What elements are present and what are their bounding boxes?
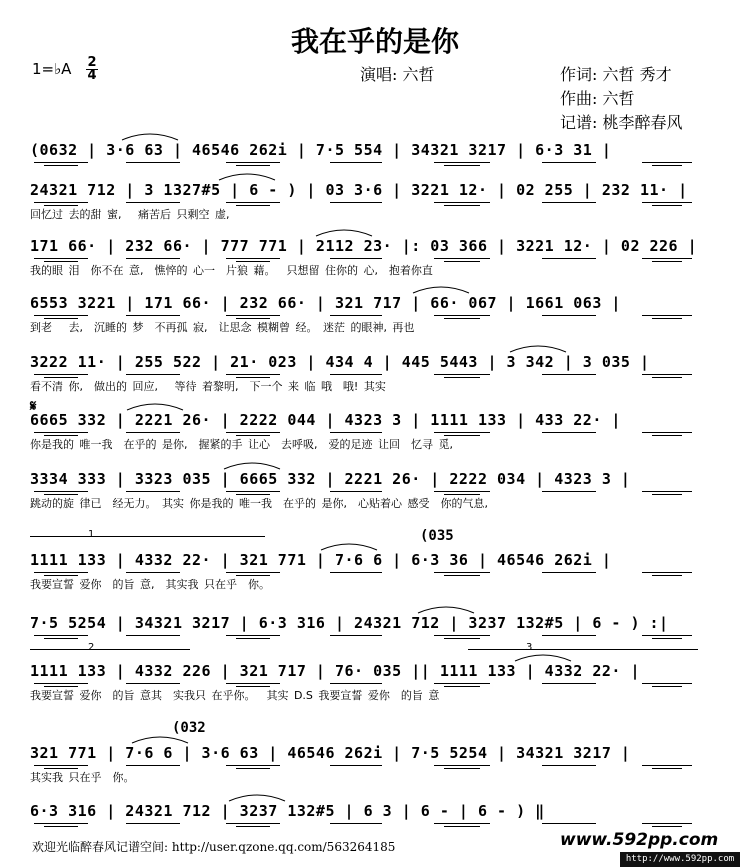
site-watermark-bar: http://www.592pp.com [620,852,740,867]
lyric-line: 你是我的 唯一我 在乎的 是你, 握紧的手 让心 去呼吸, 爱的足迹 让回 忆寻 觅, [30,438,453,451]
time-signature-top: 2 [87,55,97,70]
lyric-line: 我要宣誓 爱你 的旨 意, 其实我 只在乎 你。 [30,578,270,591]
key-signature: 1=♭A [32,60,72,78]
lyric-line: 我的眼 泪 你不在 意, 憔悴的 心一 片狼 藉。 只想留 住你的 心, 抱着你直 [30,264,433,277]
beam-underline [30,765,722,767]
lyric-line: 其实我 只在乎 你。 [30,771,135,784]
beam-underline [30,491,722,493]
notation-line: 1111 133 | 4332 226 | 321 717 | 76· 035 || 1111 133 | 4332 22· | [30,662,640,680]
volta-bracket-1 [30,529,265,547]
transcriber-credit: 记谱: 桃李醉春风 [560,113,683,132]
notation-line: 6553 3221 | 171 66· | 232 66· | 321 717 | 66· 067 | 1661 063 | [30,294,621,312]
pickup-notes-2: (032 [172,720,206,736]
beam-underline [30,823,722,825]
volta-label-2: 2 [88,642,95,653]
site-watermark: www.592pp.com [560,830,719,850]
footer-credit: 欢迎光临醉春风记谱空间: http://user.qzone.qq.com/563264185 [32,840,396,854]
beam-underline [30,683,722,685]
beam-underline [30,432,722,434]
notation-line: 171 66· | 232 66· | 777 771 | 2112 23· |: 03 366 | 3221 12· | 02 226 | [30,237,698,255]
lyric-line: 到老 去, 沉睡的 梦 不再孤 寂, 让思念 模糊曾 经。 迷茫 的眼神, 再也 [30,321,415,334]
notation-line: 6665 332 | 2221 26· | 2222 044 | 4323 3 | 1111 133 | 433 22· | [30,411,621,429]
lyricist-credit: 作词: 六哲 秀才 [560,65,672,84]
time-signature-bottom: 4 [87,68,97,83]
notation-line: 1111 133 | 4332 22· | 321 771 | 7·6 6 | 6·3 36 | 46546 262i | [30,551,612,569]
notation-line: 7·5 5254 | 34321 3217 | 6·3 316 | 24321 712 | 3237 132#5 | 6 - ) :| [30,614,669,632]
time-signature [86,57,98,82]
pickup-notes-1: (035 [420,528,454,544]
beam-underline [30,374,722,376]
segno-sign: 𝄋 [30,397,37,415]
notation-line: 6·3 316 | 24321 712 | 3237 132#5 | 6 3 | 6 - | 6 - ) ‖ [30,802,545,820]
beam-underline [30,635,722,637]
notation-line: 24321 712 | 3 1327#5 | 6 - ) | 03 3·6 | 3221 12· | 02 255 | 232 11· | [30,181,688,199]
notation-line: 3222 11· | 255 522 | 21· 023 | 434 4 | 445 5443 | 3 342 | 3 035 | [30,353,650,371]
beam-underline [30,572,722,574]
composer-credit: 作曲: 六哲 [560,89,635,108]
lyric-line: 跳动的旋 律已 经无力。 其实 你是我的 唯一我 在乎的 是你, 心贴着心 感受 你的气息, [30,497,488,510]
performer-credit: 演唱: 六哲 [360,65,435,84]
beam-underline [30,202,722,204]
beam-underline [30,315,722,317]
beam-underline [30,162,722,164]
song-title: 我在乎的是你 [290,25,459,58]
notation-line: 321 771 | 7·6 6 | 3·6 63 | 46546 262i | 7·5 5254 | 34321 3217 | [30,744,631,762]
volta-label-3: 3 [526,642,533,653]
beam-underline [30,258,722,260]
lyric-line: 回忆过 去的甜 蜜, 痛苦后 只剩空 虚, [30,208,230,221]
lyric-line: 我要宣誓 爱你 的旨 意其 实我只 在乎你。 其实 D.S 我要宣誓 爱你 的旨 意 [30,689,440,702]
volta-label-1: 1 [88,529,95,540]
notation-line: (0632 | 3·6 63 | 46546 262i | 7·5 554 | 34321 3217 | 6·3 31 | [30,141,612,159]
notation-line: 3334 333 | 3323 035 | 6665 332 | 2221 26· | 2222 034 | 4323 3 | [30,470,631,488]
lyric-line: 看不清 你, 做出的 回应, 等待 着黎明, 下一个 来 临 哦 哦! 其实 [30,380,386,393]
